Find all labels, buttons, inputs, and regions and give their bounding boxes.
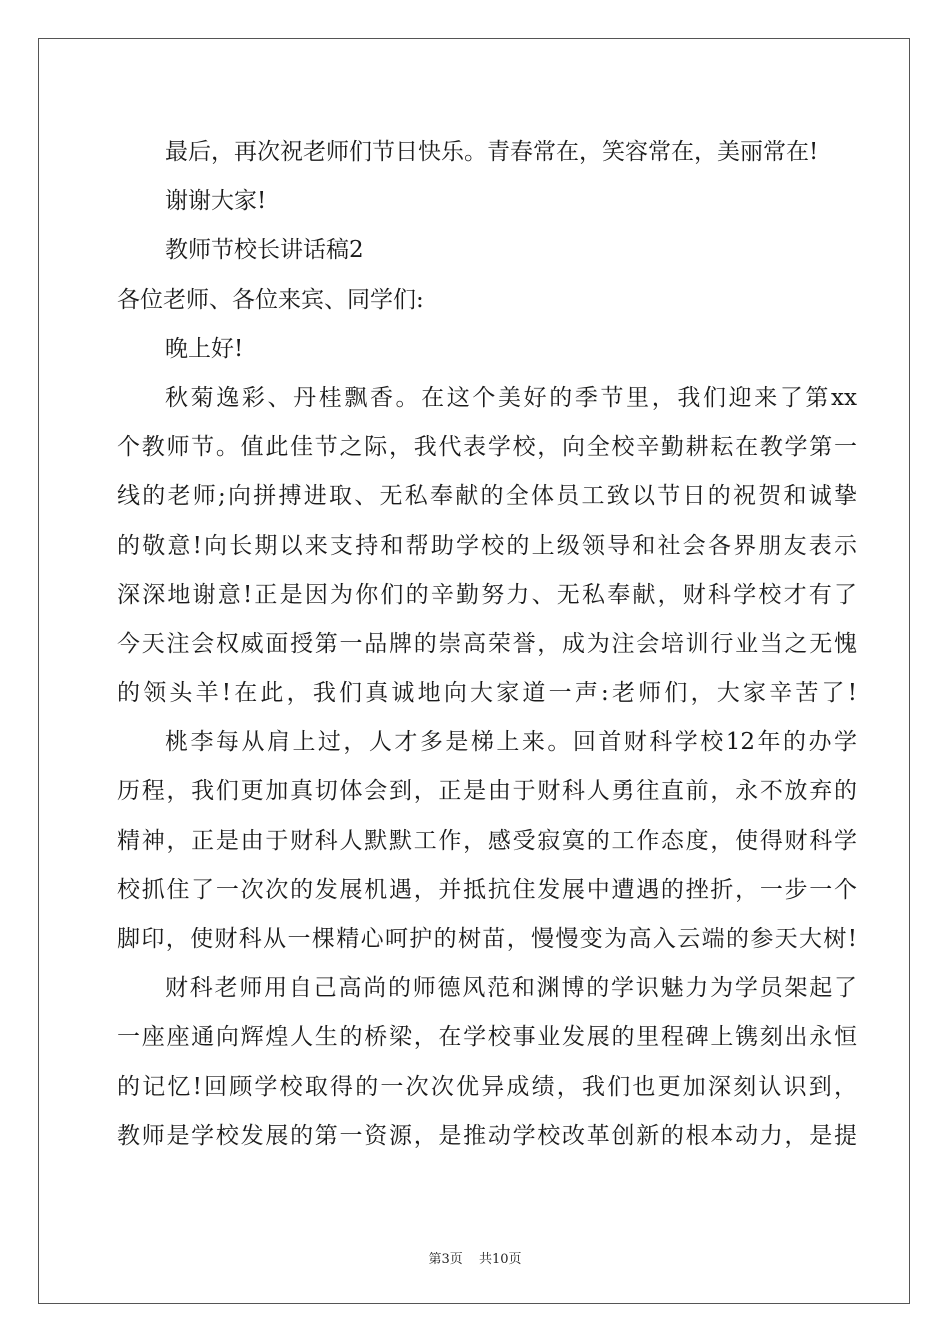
document-body: [117, 128, 857, 1161]
greeting: 晚上好!: [165, 335, 244, 362]
paragraph-line: 个教师节。值此佳节之际，我代表学校，向全校辛勤耕耘在教学第一: [117, 434, 857, 461]
paragraph-line: 财科老师用自己高尚的师德风范和渊博的学识魅力为学员架起了: [165, 975, 857, 1002]
paragraph-line: 历程，我们更加真切体会到，正是由于财科人勇往直前，永不放弃的: [117, 778, 857, 805]
section-title: 教师节校长讲话稿2: [165, 237, 364, 264]
total-pages: 共10页: [478, 1252, 522, 1267]
paragraph-line: 的领头羊!在此，我们真诚地向大家道一声:老师们，大家辛苦了!: [117, 680, 857, 707]
paragraph-line: 一座座通向辉煌人生的桥梁，在学校事业发展的里程碑上镌刻出永恒: [117, 1024, 857, 1051]
paragraph-line: 桃李每从肩上过，人才多是梯上来。回首财科学校12年的办学: [165, 729, 857, 756]
paragraph-line: 今天注会权威面授第一品牌的崇高荣誉，成为注会培训行业当之无愧: [117, 630, 857, 657]
paragraph-line: 秋菊逸彩、丹桂飘香。在这个美好的季节里，我们迎来了第xx: [165, 384, 857, 411]
paragraph-line: 教师是学校发展的第一资源，是推动学校改革创新的根本动力，是提: [117, 1122, 857, 1149]
paragraph-line: 脚印，使财科从一棵精心呵护的树苗，慢慢变为高入云端的参天大树!: [117, 926, 857, 952]
paragraph-line: 的敬意!向长期以来支持和帮助学校的上级领导和社会各界朋友表示: [117, 532, 857, 559]
page-number: 第3页: [428, 1252, 463, 1267]
paragraph-line: 线的老师;向拼搏进取、无私奉献的全体员工致以节日的祝贺和诚挚: [117, 483, 857, 510]
text-line: 谢谢大家!: [165, 188, 267, 215]
text-line: 最后，再次祝老师们节日快乐。青春常在，笑容常在，美丽常在!: [165, 139, 819, 165]
salutation: 各位老师、各位来宾、同学们:: [117, 286, 424, 313]
paragraph-line: 的记忆!回顾学校取得的一次次优异成绩，我们也更加深刻认识到，: [117, 1073, 857, 1100]
paragraph-line: 校抓住了一次次的发展机遇，并抵抗住发展中遭遇的挫折，一步一个: [117, 876, 857, 903]
paragraph-line: 深深地谢意!正是因为你们的辛勤努力、无私奉献，财科学校才有了: [117, 581, 857, 608]
paragraph-line: 精神，正是由于财科人默默工作，感受寂寞的工作态度，使得财科学: [117, 827, 857, 854]
page-footer: [0, 1248, 950, 1267]
